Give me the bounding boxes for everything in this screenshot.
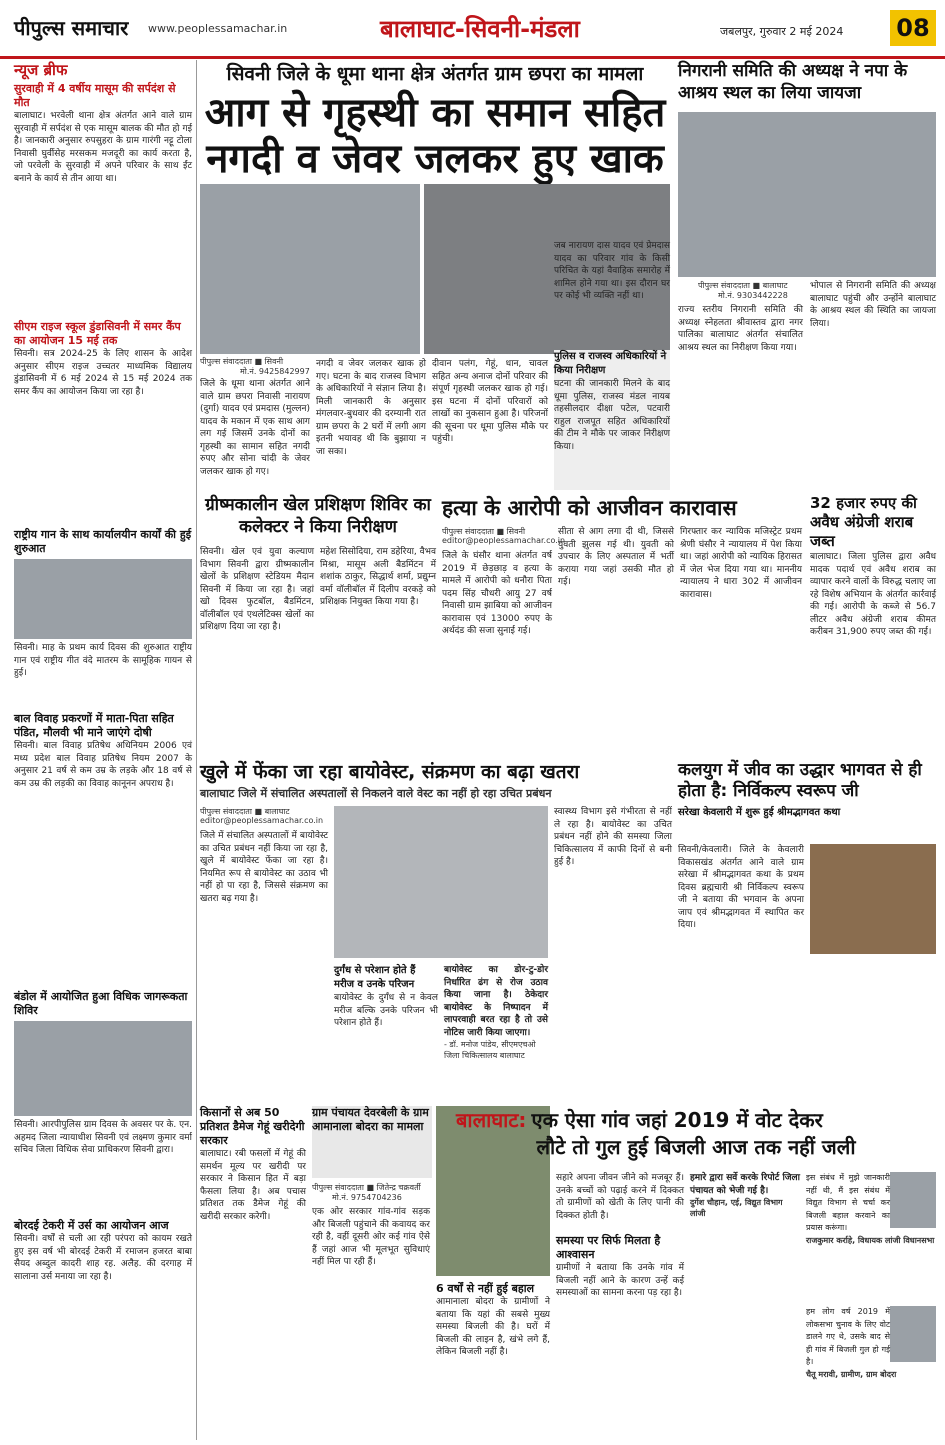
stench-body: बायोवेस्ट के दुर्गंध से न केवल मरीज बल्कि उनके परिजन भी परेशान होते हैं। [334, 993, 438, 1028]
assurance-body: ग्रामीणों ने बताया कि उनके गांव में बिजली नहीं आने के कारण उन्हें कई समस्याओं का सामना करना पड़ रहा है। [556, 1263, 684, 1298]
mla-photo [890, 1172, 936, 1228]
police-inspection-box [554, 350, 670, 490]
wheat-body: बालाघाट। रबी फसलों में गेहूं की समर्थन मूल्य पर खरीदी पर सरकार ने किसान हित में बड़ा फैसला लिया है। अब पचास प्रतिशत तक डैमेज गेहूं की खरीदी सरकार करेगी। [200, 1149, 306, 1222]
mla-quote-text: इस संबंध में मुझे जानकारी नहीं थी, मैं इस संबंध में विद्युत विभाग से चर्चा कर बिजली बहाल करवाने का प्रयास करूंगा। [806, 1173, 890, 1232]
box-headline: पुलिस व राजस्व अधिकारियों ने किया निरीक्षण [554, 351, 667, 376]
lead-text-col4: जब नारायण दास यादव एवं प्रेमदास यादव का परिवार गांव के किसी परिचित के यहां वैवाहिक समारोह में शामिल होने गया था। इस दौरान घर पर कोई भी व्यक्ति नहीं था। [554, 241, 670, 301]
lead-kicker: सिवनी जिले के धूमा थाना क्षेत्र अंतर्गत ग्राम छपरा का मामला [226, 63, 644, 85]
mla-attribution: राजकुमार कर्राहे, विधायक लांजी विधानसभा [806, 1235, 935, 1245]
bhagwat-body: सिवनी/केवलारी। जिले के केवलारी विकासखंड अंतर्गत आने वाले ग्राम सरेखा में श्रीमद्भागवत कथा के प्रथम दिवस ब्रह्मचारी श्री निर्विकल्प स्वरूप जी ने बताया की भगवान के अपना जाप एवं श्रीमद्भागवत में स्थापित कर दिया। [678, 845, 804, 930]
liquor-body: बालाघाट। जिला पुलिस द्वारा अवैध मादक पदार्थ एवं अवैध शराब का व्यापार करने वालों के विरुद्ध चलाए जा रहे विशेष अभियान के अंतर्गत कार्रवाई की गई। आरोपी के कब्जे से 56.7 लीटर अवैध अंग्रेजी शराब कीमत करीबन 31,900 रुपए जब्त की गई। [810, 552, 936, 637]
life-text-col1: जिले के घंसौर थाना अंतर्गत वर्ष 2019 में छेड़छाड़ व हत्या के मामले में आरोपी को धनौरा पिता पदम सिंह चौधरी आयु 27 वर्ष निवासी ग्राम झाबिया को आजीवन कारावास एवं 13000 रुपए के अर्थदंड की सजा सुनाई गई। [442, 551, 552, 636]
box-body: घटना की जानकारी मिलने के बाद धूमा पुलिस, राजस्व मंडल नायब तहसीलदार दीक्षा पटेल, पटवारी राहुल राजपूत सहित अधिकारियों की टीम ने मौके पर जाकर निरीक्षण किया। [554, 379, 670, 452]
village-label: बालाघाट: [456, 1108, 527, 1132]
reporter-credit: पीपुल्स संवाददाता ■ जितेन्द्र चक्रवर्ती [312, 1183, 421, 1192]
quote-text: बायोवेस्ट का डोर-टु-डोर निर्धारित ढंग से रोज उठाव किया जाना है। ठेकेदार बायोवेस्ट के निष्पादन में लापरवाही बरत रहा है तो उसे नोटिस जारी किया जाएगा। [444, 965, 548, 1038]
quote-attribution: - डॉ. मनोज पांडेय, सीएमएचओ जिला चिकित्सालय बालाघाट [444, 1040, 536, 1060]
villager-photo [890, 1306, 936, 1362]
monitor-text-col2: भोपाल से निगरानी समिति की अध्यक्ष बालाघाट पहुंची और उन्होंने बालाघाट के आश्रय स्थल की स्थिति का जायजा लिया। [810, 281, 936, 329]
stench-headline: दुर्गंध से परेशान होते हैं मरीज व उनके परिजन [334, 965, 416, 990]
bhagwat-story [678, 760, 936, 1100]
brief-headline: बंडोल में आयोजित हुआ विधिक जागरूकता शिविर [14, 990, 188, 1017]
masthead [0, 0, 945, 59]
brief-headline: राष्ट्रीय गान के साथ कार्यालयीन कार्यों की हुई शुरुआत [14, 528, 192, 555]
brief-body: सिवनी। आरपीपुलिस ग्राम दिवस के अवसर पर के. एन. अहमद जिला न्यायाधीश सिवनी एवं लक्ष्मण कुमार वर्मा सचिव जिला विधिक सेवा प्राधिकरण सिवनी द्वारा। [14, 1120, 192, 1155]
note-text: हमारे द्वारा सर्वे करके रिपोर्ट जिला पंचायत को भेजी गई है। [690, 1173, 800, 1196]
brief-headline: सुरवाही में 4 वर्षीय मासूम की सर्पदंश से मौत [14, 82, 176, 109]
monitor-text-col1: राज्य स्तरीय निगरानी समिति की अध्यक्ष स्नेहलता श्रीवास्तव द्वारा नगर पालिका बालाघाट अंतर्गत संचालित आश्रय स्थल का निरीक्षण किया गया। [678, 305, 803, 353]
sports-text-col2: महेश सिसोदिया, राम डहेरिया, वैभव मिश्रा, मासूम अली बैडमिंटन में शशांक ठाकुर, सिद्धार्थ शर्मा, प्रद्युम्न वर्मा वॉलीबॉल में दिलीप वरकड़े को प्रशिक्षक नियुक्त किया गया है। [320, 547, 436, 607]
lead-text-col1: जिले के धूमा थाना अंतर्गत आने वाले ग्राम छपरा निवासी नारायण (दुर्गा) यादव एवं प्रमदास (मुल्लन) यादव के मकान में एक साथ आग लग गई जिसमें उनके दोनों का गृहस्थी का सामान सहित नगदी रुपए और सोना चांदी के जेवर जलकर खाक हो गए। [200, 379, 310, 477]
lead-text-col3: दीवान पलंग, गेहूं, धान, चावल सहित अन्य अनाज दोनों परिवार की संपूर्ण गृहस्थी जलकर खाक हो गई। इस घटना में दोनों परिवारों को लाखों का नुकसान हुआ है। परिजनों की सूचना पर धूमा पुलिस मौके पर पहुंची। [432, 359, 548, 444]
biowaste-headline: खुले में फेंका जा रहा बायोवेस्ट, संक्रमण का बढ़ा खतरा [200, 761, 580, 783]
monitor-story [678, 60, 936, 490]
panchayat-headline-box [312, 1106, 432, 1178]
reporter-mobile: मो.नं. 9303442228 [718, 291, 788, 300]
reporter-credit: पीपुल्स संवाददाता ■ सिवनी [442, 527, 526, 536]
dateline: जबलपुर, गुरुवार 2 मई 2024 [720, 25, 844, 38]
sports-story [200, 494, 436, 756]
camp-photo [14, 1021, 192, 1116]
liquor-headline: 32 हजार रुपए की अवैध अंग्रेजी शराब जब्त [810, 494, 917, 550]
stench-section [334, 964, 438, 1100]
electricity-note [690, 1172, 800, 1440]
news-brief-label: न्यूज ब्रीफ [14, 61, 68, 79]
life-text-col2: सीता से आग लगा दी थी, जिससे युवती झुलस गई थी। युवती को उपचार के लिए अस्पताल में भर्ती कराया गया जहां उसकी मौत हो गई। [558, 527, 674, 587]
village-headline-1: एक ऐसा गांव जहां 2019 में वोट देकर [531, 1108, 823, 1132]
bhagwat-kicker: सरेखा केवलारी में शुरू हुई श्रीमद्भागवत कथा [678, 807, 841, 818]
newspaper-logo: पीपुल्स समाचार [14, 16, 129, 40]
news-brief-column [14, 60, 192, 1440]
life-sentence-headline: हत्या के आरोपी को आजीवन कारावास [442, 496, 737, 520]
lead-text-col2: नगदी व जेवर जलकर खाक हो गए। घटना के बाद राजस्व विभाग के अधिकारियों ने संज्ञान लिया है। मिली जानकारी के अनुसार मंगलवार-बुधवार की दरम्यानी रात ग्राम छपरा के 2 घरों में लगी आग इतनी भयावह थी कि बुझाया न जा सका। [316, 359, 426, 457]
brief-headline: बाल विवाह प्रकरणों में माता-पिता सहित पंडित, मौलवी भी माने जाएंगे दोषी [14, 712, 174, 739]
six-years-headline: 6 वर्षों से नहीं हुई बहाल [436, 1282, 535, 1295]
lead-headline-1: आग से गृहस्थी का समान सहित [204, 90, 666, 136]
brief-body: सिवनी। वर्षों से चली आ रही परंपरा को कायम रखते हुए इस वर्ष भी बोरदई टेकरी में रमाजन हजरत बाबा सैयद अब्दुल कादरी शाह रह. अलैह. की दरगाह में सालाना उर्स मनाया जा रहा है। [14, 1234, 192, 1282]
photo-credit: पीपुल्स संवाददाता ■ बालाघाट [698, 281, 788, 290]
village-body: सहारे अपना जीवन जीने को मजबूर हैं। उनके बच्चों को पढ़ाई करने में दिक्कत तो ग्रामीणों को खेती के लिए पानी की दिक्कत होती है। [556, 1173, 684, 1221]
brief-body: सिवनी। सत्र 2024-25 के लिए शासन के आदेश अनुसार सीएम राइज उच्चतर माध्यमिक विद्यालय डुंडासिवनी में 6 मई 2024 से 15 मई 2024 तक समर कैंप का आयोजन किया जा रहा है। [14, 349, 192, 397]
reporter-credit: पीपुल्स संवाददाता ■ बालाघाट [200, 807, 290, 816]
reporter-mobile: मो.नं. 9425842997 [240, 367, 310, 376]
inspection-photo [678, 112, 936, 277]
website-url[interactable]: www.peoplessamachar.in [148, 22, 288, 35]
lead-story [200, 60, 670, 490]
photo-credit: पीपुल्स संवाददाता ■ सिवनी [200, 357, 284, 366]
column-rule [196, 60, 197, 1440]
lead-headline-2: नगदी व जेवर जलकर हुए खाक [206, 136, 664, 182]
assurance-headline: समस्या पर सिर्फ मिलता है आश्वासन [556, 1234, 661, 1261]
biowaste-text-col1: जिले में संचालित अस्पतालों में बायोवेस्ट का उचित प्रबंधन नहीं किया जा रहा है, खुले में बायोवेस्ट फेंका जा रहा है। नियमित रूप से बायोवेस्ट का उठाव भी नहीं हो पा रहा है, जिससे संक्रमण का खतरा बढ़ गया है। [200, 831, 328, 904]
monitor-headline: निगरानी समिति की अध्यक्ष ने नपा के आश्रय स्थल का लिया जायजा [678, 61, 908, 103]
brief-headline: सीएम राइज स्कूल डुंडासिवनी में समर कैंप का आयोजन 15 मई तक [14, 320, 181, 347]
village-banner [456, 1106, 936, 1166]
brief-body: सिवनी। माह के प्रथम कार्य दिवस की शुरुआत राष्ट्रीय गान एवं राष्ट्रीय गीत वंदे मातरम के सामूहिक गायन से हुई। [14, 643, 192, 678]
note-attribution: दुर्गेश चौहान, एई, विद्युत विभाग लांजी [690, 1198, 783, 1218]
brief-body: सिवनी। बाल विवाह प्रतिषेध अधिनियम 2006 एवं मध्य प्रदेश बाल विवाह प्रतिषेध नियम 2007 के अनुसार 21 वर्ष से कम उम्र के लड़के और 18 वर्ष से कम उम्र की लड़की का विवाह कानूनन अपराध है। [14, 741, 192, 789]
section-title: बालाघाट-सिवनी-मंडला [380, 15, 580, 43]
biowaste-text-col2: स्वास्थ्य विभाग इसे गंभीरता से नहीं ले रहा है। बायोवेस्ट का उचित प्रबंधन नहीं होने की समस्या जिला चिकित्सालय में काफी दिनों से बनी हुई है। [554, 807, 672, 867]
brief-headline: बोरदई टेकरी में उर्स का आयोजन आज [14, 1219, 169, 1232]
cmho-quote [444, 964, 548, 1100]
village-headline-2: लौटे तो गुल हुई बिजली आज तक नहीं जली [536, 1135, 856, 1159]
reporter-email[interactable]: editor@peoplessamachar.co.in [200, 816, 324, 825]
six-years-section [436, 1282, 550, 1440]
wheat-headline: किसानों से अब 50 प्रतिशत डैमेज गेहूं खरीदेगी सरकार [200, 1106, 305, 1147]
biowaste-photo [334, 806, 548, 958]
saint-photo [810, 844, 936, 954]
wheat-story [200, 1106, 306, 1440]
brief-body: बालाघाट। भरवेली थाना क्षेत्र अंतर्गत आने वाले ग्राम सुरवाही में सर्पदंश से एक मासूम बालक की मौत हो गई है। जानकारी अनुसार रुपसुहरा के ग्राम गारंगी नट्टू टोला निवासी घुर्वीसेह मरसकम मजदूरी का कार्य करता है, जो परवेली के सुरवाही में अपने परिवार के साथ ईंट बनाने के कार्य से तीन आया था। [14, 111, 192, 184]
panchayat-headline: ग्राम पंचायत देवरबेली के ग्राम आमानाला बोदरा का मामला [312, 1106, 429, 1133]
reporter-mobile: मो.नं. 9754704236 [332, 1193, 402, 1202]
mla-quote [806, 1172, 936, 1302]
villager-attribution: चैतू मरावी, ग्रामीण, ग्राम बोदरा [806, 1369, 897, 1379]
six-years-body: आमानाला बोदरा के ग्रामीणों ने बताया कि यहां की सबसे मुख्य समस्या बिजली की है। घरों में बिजली की लाइन है, खंभे लगे हैं, लेकिन बिजली नहीं है। [436, 1297, 550, 1357]
burnt-house-photo [200, 184, 420, 354]
villager-quote-text: हम लोग वर्ष 2019 में लोकसभा चुनाव के लिए वोट डालने गए थे, उसके बाद से ही गांव में बिजली गुल हो गई है। [806, 1307, 890, 1366]
panchayat-body: एक ओर सरकार गांव-गांव सड़क और बिजली पहुंचाने की कवायद कर रही है, वहीं दूसरी ओर कई गांव ऐसे हैं जहां आज भी मूलभूत सुविधाएं नहीं मिल पा रही हैं। [312, 1207, 430, 1267]
assurance-section [556, 1234, 684, 1440]
liquor-story [810, 494, 936, 756]
office-photo [14, 559, 192, 639]
villager-quote [806, 1306, 936, 1440]
reporter-email[interactable]: editor@peoplessamachar.co.in [442, 536, 566, 545]
life-text-col3: गिरफ्तार कर न्यायिक मजिस्ट्रेट प्रथम श्रेणी घंसौर ने न्यायालय में पेश किया था। जहां आरोपी को न्यायिक हिरासत में जेल भेज दिया गया था। माननीय न्यायालय ने धारा 302 में आजीवन कारावास। [680, 527, 802, 600]
biowaste-story [200, 760, 672, 1100]
sports-headline: ग्रीष्मकालीन खेल प्रशिक्षण शिविर का कलेक्टर ने किया निरीक्षण [205, 495, 431, 537]
bhagwat-headline: कलयुग में जीव का उद्धार भागवत से ही होता है: निर्विकल्प स्वरूप जी [678, 760, 922, 801]
page-number: 08 [890, 10, 936, 46]
biowaste-kicker: बालाघाट जिले में संचालित अस्पतालों से निकलने वाले वेस्ट का नहीं हो रहा उचित प्रबंधन [200, 787, 552, 800]
sports-text-col1: सिवनी। खेल एवं युवा कल्याण विभाग सिवनी द्वारा ग्रीष्मकालीन खेलों के प्रशिक्षण स्टेडियम मैदान सिवनी में किया जा रहा है। जहां खो दिवस फुटबॉल, बैडमिंटन, वॉलीबॉल एवं एथलेटिक्स खेलों का प्रशिक्षण दिया जा रहा है। [200, 547, 314, 632]
life-sentence-story [442, 494, 802, 756]
